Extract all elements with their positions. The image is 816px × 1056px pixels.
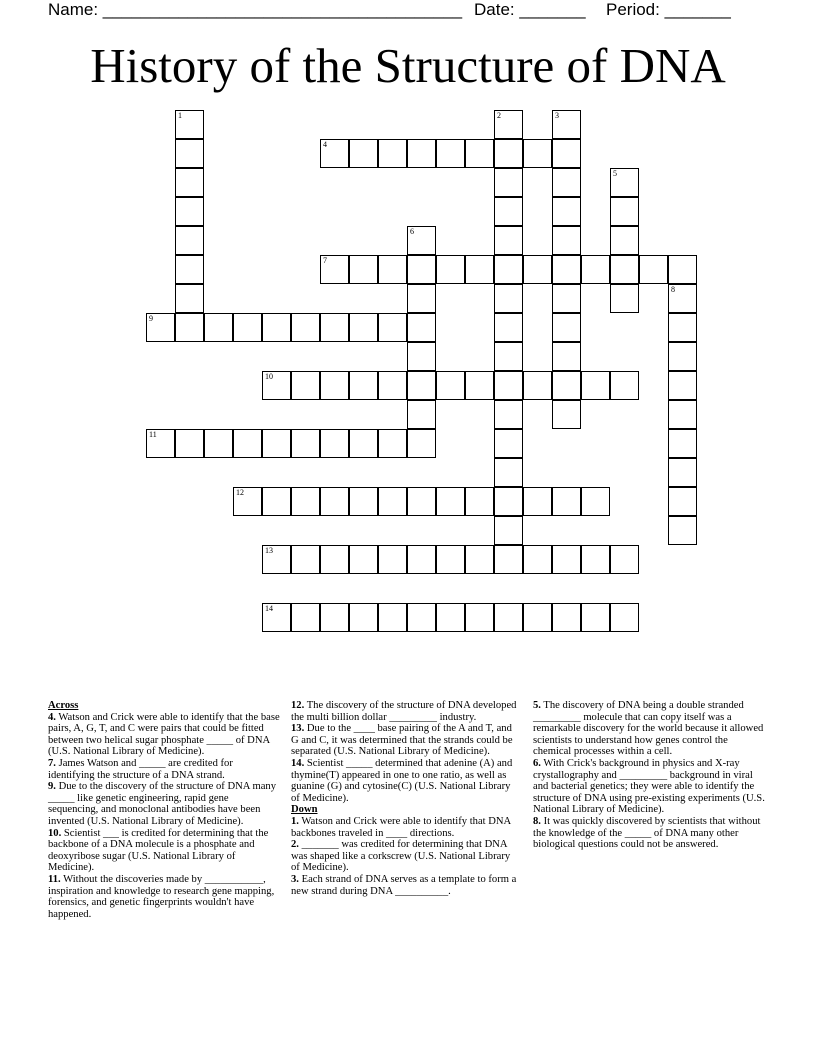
clue-number: 3 <box>555 111 559 120</box>
grid-cell[interactable] <box>465 603 494 632</box>
clue-item-number: 4. <box>48 711 56 723</box>
grid-cell[interactable] <box>668 458 697 487</box>
grid-cell[interactable] <box>436 603 465 632</box>
grid-cell[interactable] <box>407 342 436 371</box>
grid-cell[interactable] <box>349 313 378 342</box>
grid-cell[interactable] <box>581 603 610 632</box>
page-title: History of the Structure of DNA <box>90 38 726 93</box>
grid-cell[interactable] <box>465 487 494 516</box>
grid-cell[interactable] <box>523 487 552 516</box>
grid-cell[interactable] <box>552 400 581 429</box>
grid-cell[interactable] <box>378 255 407 284</box>
grid-cell[interactable] <box>175 255 204 284</box>
clue-item-text: James Watson and _____ are credited for identifying the structure of a DNA strand. <box>48 757 233 781</box>
grid-cell[interactable] <box>494 429 523 458</box>
clue-item-number: 7. <box>48 757 56 769</box>
grid-cell[interactable] <box>581 545 610 574</box>
grid-cell[interactable] <box>552 139 581 168</box>
grid-cell[interactable] <box>407 255 436 284</box>
grid-cell[interactable] <box>610 371 639 400</box>
grid-cell[interactable] <box>407 429 436 458</box>
grid-cell[interactable] <box>494 400 523 429</box>
period-field[interactable]: Period: _______ <box>606 0 731 19</box>
clues-column-2 <box>291 700 519 897</box>
grid-cell[interactable] <box>262 429 291 458</box>
clue-item <box>48 874 280 920</box>
clues-column-1 <box>48 700 280 920</box>
clue-item-text: Scientist ___ is credited for determining that the backbone of a DNA molecule is a phosphate and deoxyribose sugar (U.S. National Library of Medicine). <box>48 827 269 874</box>
grid-cell[interactable] <box>668 255 697 284</box>
grid-cell[interactable] <box>378 313 407 342</box>
grid-cell[interactable] <box>610 168 639 197</box>
grid-cell[interactable] <box>233 313 262 342</box>
grid-cell[interactable] <box>523 255 552 284</box>
grid-cell[interactable] <box>378 429 407 458</box>
grid-cell[interactable] <box>610 226 639 255</box>
clue-item-number: 14. <box>291 757 305 769</box>
grid-cell[interactable] <box>494 313 523 342</box>
clue-number: 2 <box>497 111 501 120</box>
clue-number: 14 <box>265 604 273 613</box>
clue-item <box>533 700 765 758</box>
grid-cell[interactable] <box>523 139 552 168</box>
grid-cell[interactable] <box>552 313 581 342</box>
grid-cell[interactable] <box>436 487 465 516</box>
grid-cell[interactable] <box>610 255 639 284</box>
grid-cell[interactable] <box>668 342 697 371</box>
grid-cell[interactable] <box>349 429 378 458</box>
grid-cell[interactable] <box>175 197 204 226</box>
grid-cell[interactable] <box>494 603 523 632</box>
grid-cell[interactable] <box>146 429 175 458</box>
grid-cell[interactable] <box>465 255 494 284</box>
grid-cell[interactable] <box>494 284 523 313</box>
clue-item <box>48 781 280 827</box>
grid-cell[interactable] <box>349 371 378 400</box>
grid-cell[interactable] <box>175 429 204 458</box>
grid-cell[interactable] <box>465 139 494 168</box>
grid-cell[interactable] <box>175 284 204 313</box>
grid-cell[interactable] <box>291 313 320 342</box>
grid-cell[interactable] <box>610 603 639 632</box>
grid-cell[interactable] <box>378 545 407 574</box>
grid-cell[interactable] <box>668 516 697 545</box>
grid-cell[interactable] <box>407 226 436 255</box>
grid-cell[interactable] <box>552 110 581 139</box>
clue-item-text: Each strand of DNA serves as a template to form a new strand during DNA __________. <box>291 873 517 897</box>
clue-item-text: Due to the discovery of the structure of DNA many _____ like genetic engineering, rapid gene sequencing, and monoclonal antibodies have been invented (U.S. National Library of Medicine). <box>48 781 277 827</box>
grid-cell[interactable] <box>407 487 436 516</box>
clue-item-text: Watson and Crick were able to identify that the base pairs, A, G, T, and C were pairs that could be fitted between two helical sugar phosphate _____ of DNA (U.S. National Library of Medicine). <box>48 711 280 758</box>
grid-cell[interactable] <box>668 284 697 313</box>
grid-cell[interactable] <box>349 545 378 574</box>
grid-cell[interactable] <box>407 313 436 342</box>
grid-cell[interactable] <box>552 487 581 516</box>
clue-item-number: 8. <box>533 815 541 827</box>
grid-cell[interactable] <box>668 487 697 516</box>
grid-cell[interactable] <box>494 342 523 371</box>
clue-number: 7 <box>323 256 327 265</box>
grid-cell[interactable] <box>262 603 291 632</box>
grid-cell[interactable] <box>552 255 581 284</box>
grid-cell[interactable] <box>175 168 204 197</box>
grid-cell[interactable] <box>494 458 523 487</box>
grid-cell[interactable] <box>581 487 610 516</box>
clue-item-text: Scientist _____ determined that adenine (A) and thymine(T) appeared in one to one ratio, as well as guanine (G) and cytosine(C) (U.S. National Library of Medicine). <box>291 757 513 804</box>
grid-cell[interactable] <box>494 168 523 197</box>
grid-cell[interactable] <box>378 603 407 632</box>
grid-cell[interactable] <box>610 545 639 574</box>
grid-cell[interactable] <box>407 139 436 168</box>
clue-item <box>533 816 765 851</box>
grid-cell[interactable] <box>320 313 349 342</box>
grid-cell[interactable] <box>552 342 581 371</box>
grid-cell[interactable] <box>349 603 378 632</box>
grid-cell[interactable] <box>668 313 697 342</box>
grid-cell[interactable] <box>349 139 378 168</box>
grid-cell[interactable] <box>494 226 523 255</box>
down-heading: Down <box>291 804 318 816</box>
grid-cell[interactable] <box>407 371 436 400</box>
date-field[interactable]: Date: _______ <box>474 0 586 19</box>
clue-item <box>291 700 519 723</box>
clue-item <box>533 758 765 816</box>
clue-item-number: 2. <box>291 839 299 851</box>
grid-cell[interactable] <box>552 603 581 632</box>
grid-cell[interactable] <box>175 226 204 255</box>
grid-cell[interactable] <box>523 603 552 632</box>
name-field[interactable]: Name: ______________________________________ <box>48 0 463 19</box>
grid-cell[interactable] <box>349 487 378 516</box>
grid-cell[interactable] <box>262 313 291 342</box>
clue-number: 13 <box>265 546 273 555</box>
clue-number: 4 <box>323 140 327 149</box>
grid-cell[interactable] <box>436 545 465 574</box>
grid-cell[interactable] <box>378 371 407 400</box>
grid-cell[interactable] <box>320 139 349 168</box>
clue-item <box>291 816 519 839</box>
clue-number: 1 <box>178 111 182 120</box>
grid-cell[interactable] <box>523 545 552 574</box>
grid-cell[interactable] <box>465 371 494 400</box>
grid-cell[interactable] <box>581 255 610 284</box>
clue-number: 11 <box>149 430 157 439</box>
grid-cell[interactable] <box>407 400 436 429</box>
grid-cell[interactable] <box>494 371 523 400</box>
grid-cell[interactable] <box>610 284 639 313</box>
clue-item <box>291 839 519 874</box>
grid-cell[interactable] <box>552 197 581 226</box>
grid-cell[interactable] <box>639 255 668 284</box>
grid-cell[interactable] <box>146 313 175 342</box>
grid-cell[interactable] <box>204 313 233 342</box>
grid-cell[interactable] <box>436 139 465 168</box>
grid-cell[interactable] <box>291 371 320 400</box>
grid-cell[interactable] <box>494 487 523 516</box>
grid-cell[interactable] <box>494 255 523 284</box>
grid-cell[interactable] <box>233 429 262 458</box>
grid-cell[interactable] <box>494 110 523 139</box>
grid-cell[interactable] <box>320 371 349 400</box>
grid-cell[interactable] <box>262 545 291 574</box>
clue-number: 8 <box>671 285 675 294</box>
grid-cell[interactable] <box>175 139 204 168</box>
grid-cell[interactable] <box>291 487 320 516</box>
grid-cell[interactable] <box>465 545 494 574</box>
clue-item-text: It was quickly discovered by scientists that without the knowledge of the _____ of DNA many other biological questions could not be answered. <box>533 815 761 851</box>
clue-item <box>291 874 519 897</box>
clue-item-text: Without the discoveries made by ___________, inspiration and knowledge to research gene mapping, forensics, and genetic fingerprints wouldn't have happened. <box>48 873 275 920</box>
clue-item-number: 11. <box>48 873 61 885</box>
clue-item-number: 3. <box>291 873 299 885</box>
grid-cell[interactable] <box>494 516 523 545</box>
clue-item-text: With Crick's background in physics and X-ray crystallography and _________ background in viral and bacterial genetics; they were able to identify the structure of DNA using pre-existing experiments (U.S. National Library of Medicine). <box>533 757 765 816</box>
grid-cell[interactable] <box>407 284 436 313</box>
clue-item-number: 6. <box>533 757 541 769</box>
grid-cell[interactable] <box>175 110 204 139</box>
grid-cell[interactable] <box>349 255 378 284</box>
grid-cell[interactable] <box>320 545 349 574</box>
clue-number: 9 <box>149 314 153 323</box>
clue-number: 5 <box>613 169 617 178</box>
grid-cell[interactable] <box>494 197 523 226</box>
clue-item-number: 9. <box>48 781 56 793</box>
grid-cell[interactable] <box>581 371 610 400</box>
grid-cell[interactable] <box>523 371 552 400</box>
grid-cell[interactable] <box>552 545 581 574</box>
grid-cell[interactable] <box>320 255 349 284</box>
grid-cell[interactable] <box>262 371 291 400</box>
grid-cell[interactable] <box>494 545 523 574</box>
grid-cell[interactable] <box>291 429 320 458</box>
grid-cell[interactable] <box>320 487 349 516</box>
clue-item <box>48 758 280 781</box>
grid-cell[interactable] <box>668 400 697 429</box>
clue-item-text: The discovery of the structure of DNA developed the multi billion dollar _________ industry. <box>291 700 517 723</box>
clue-item-text: _______ was credited for determining that DNA was shaped like a corkscrew (U.S. National Library of Medicine). <box>291 839 511 874</box>
clue-item-text: Due to the ____ base pairing of the A and T, and G and C, it was determined that the strands could be separated (U.S. National Library of Medicine). <box>291 723 513 758</box>
clue-item-number: 13. <box>291 723 305 735</box>
grid-cell[interactable] <box>436 255 465 284</box>
across-heading: Across <box>48 700 79 711</box>
grid-cell[interactable] <box>668 429 697 458</box>
grid-cell[interactable] <box>552 226 581 255</box>
grid-cell[interactable] <box>320 603 349 632</box>
grid-cell[interactable] <box>552 284 581 313</box>
grid-cell[interactable] <box>175 313 204 342</box>
clue-item-number: 12. <box>291 700 305 711</box>
grid-cell[interactable] <box>552 371 581 400</box>
grid-cell[interactable] <box>436 371 465 400</box>
grid-cell[interactable] <box>233 487 262 516</box>
clue-item-number: 5. <box>533 700 541 711</box>
grid-cell[interactable] <box>378 139 407 168</box>
grid-cell[interactable] <box>262 487 291 516</box>
clue-number: 6 <box>410 227 414 236</box>
grid-cell[interactable] <box>407 545 436 574</box>
grid-cell[interactable] <box>204 429 233 458</box>
clue-item <box>48 828 280 874</box>
grid-cell[interactable] <box>291 545 320 574</box>
grid-cell[interactable] <box>291 603 320 632</box>
clue-item <box>291 758 519 804</box>
grid-cell[interactable] <box>494 139 523 168</box>
grid-cell[interactable] <box>552 168 581 197</box>
grid-cell[interactable] <box>320 429 349 458</box>
clue-item-number: 1. <box>291 815 299 827</box>
clue-number: 10 <box>265 372 273 381</box>
clues-column-3 <box>533 700 765 851</box>
clue-item <box>48 712 280 758</box>
clue-item <box>291 723 519 758</box>
clue-item-text: Watson and Crick were able to identify that DNA backbones traveled in ____ directions. <box>291 815 511 839</box>
grid-cell[interactable] <box>407 603 436 632</box>
clue-item-number: 10. <box>48 827 62 839</box>
grid-cell[interactable] <box>668 371 697 400</box>
clue-item-text: The discovery of DNA being a double stranded _________ molecule that can copy itself was a remarkable discovery for the world because it allowed scientists to understand how genes control the chemical processes within a cell. <box>533 700 764 758</box>
grid-cell[interactable] <box>378 487 407 516</box>
clue-number: 12 <box>236 488 244 497</box>
grid-cell[interactable] <box>610 197 639 226</box>
